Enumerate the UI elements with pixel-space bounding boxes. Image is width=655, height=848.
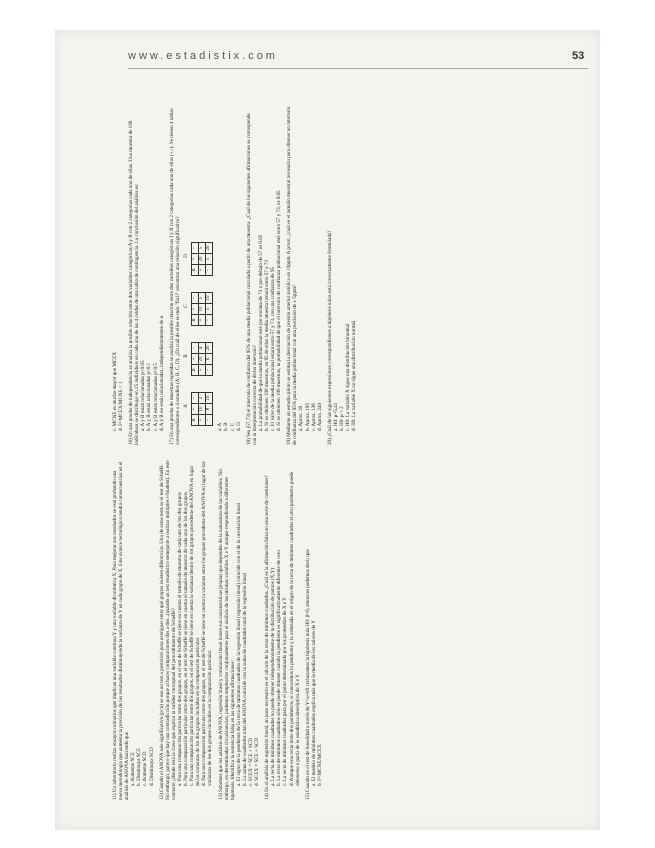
table-cell: + — [192, 354, 199, 365]
question-q11 — [112, 460, 155, 800]
question-text: 16) En una prueba de independencia se analiza la posible relación entre dos variables categóricas A y B con 2 categorías cada una de ellas. Una muestra de 100 individuos se distribuye en 25 individuos en cada una de las 4 celdas de una tabla de contingencia. La conclusión del análisis es: — [128, 120, 141, 445]
table-cell: II — [192, 415, 199, 426]
table-block — [183, 231, 215, 281]
answer-option: c. SCEX = SCE + SCD — [247, 738, 254, 786]
answer-option: c. Aumente SCD — [142, 751, 149, 786]
table-cell: - — [192, 293, 199, 304]
table-cell: 8 — [206, 404, 213, 415]
answer-option: d. H0: La variable X no sigue una distribución normal — [351, 320, 358, 431]
table-cell: + — [192, 254, 199, 265]
question-q13 — [218, 460, 261, 800]
site-header: www.estadistix.com — [128, 50, 278, 62]
table-cell: + — [192, 404, 199, 415]
question-text: 18) Sea (57,73) el intervalo de confianza del 95% de una media poblacional calculado a partir de una muestra. ¿Cuál de las siguientes afirmaciones se corresponde con la interpretación correcta de dicho intervalo? — [245, 113, 258, 445]
table-cell: 5 — [199, 243, 206, 254]
answer-option: c. A y B están relacionadas p=0.5 — [152, 363, 159, 431]
answer-option: a. A — [217, 422, 224, 431]
answer-option: b. La recta de mínimos cuadrados sólo se puede obtener cuando la pendiente es significativamente diferente de cero — [276, 550, 283, 786]
table-cell: - — [206, 415, 213, 426]
answer-option: d. SCEX = SCE + SCD — [254, 737, 261, 786]
table-block — [183, 281, 215, 331]
answer-option: c. La recta de mínimos cuadrados pasa por el punto determinado por los promedios de X e Y — [282, 597, 289, 786]
question-q15cont — [112, 105, 124, 445]
table-cell: 6 — [206, 354, 213, 365]
answer-option: a. La probabilidad de que la media poblacional esté por encima de 73 o por debajo de 57 es 0.05 — [257, 234, 264, 431]
answer-option: a. El modelo de mínimos cuadrados explica más que la media de los valores de Y — [310, 620, 317, 786]
table-label: B — [182, 354, 189, 358]
right-column — [112, 105, 361, 445]
table-label: C — [182, 304, 189, 308]
answer-option: d. Si se obtienen 100 muestras, la probabilidad de que el intervalo de confianza poblacional esté entre 57 y 73, es 0.05 — [276, 190, 283, 431]
table-cell: 10 — [206, 293, 213, 304]
answer-option: b. Para una comparación particular entre dos grupos, en el test de Scheffé se tiene en cuenta el tamaño de muestra de cada uno de los dos grupos — [183, 492, 190, 786]
answer-option: b. La suma de cuadrados total del ANOVA coincide con la suma de cuadrados total de la regresión lineal — [241, 572, 248, 786]
question-q17 — [169, 105, 242, 445]
table-cell: + — [192, 304, 199, 315]
question-text: 15) Cuando en el test de linealidad a través de Y=a+bX rechazamos la hipótesis nula H0: β=0, entonces podemos decir que — [304, 549, 311, 800]
answer-option: d. Disminuya SCD — [148, 747, 155, 786]
left-column — [112, 460, 327, 800]
table-cell: 4 — [199, 343, 206, 354]
question-q15 — [305, 460, 323, 800]
question-text: 20) ¿Cuál de las siguientes expresiones correspondientes a hipótesis nulas está correctamente formulada? — [326, 230, 333, 445]
answer-option: b. F=MCNE/MCEX — [316, 744, 323, 786]
contingency-table — [191, 342, 213, 376]
table-cell: 5 — [199, 293, 206, 304]
rotated-content — [112, 100, 587, 800]
contingency-table — [191, 292, 213, 326]
answer-option: b. Disminuya SCE — [136, 747, 143, 786]
contingency-table — [191, 392, 213, 426]
answer-option: c. Para una comparación particular entre dos grupos, en el test de Scheffé se tiene en cuenta la varianza dentro de los grupos procedente del ANOVA en lugar de las varianzas de los dos grupos incluidos en la comparación particular — [189, 465, 202, 786]
answer-option: d. Aprox. 240 — [316, 402, 323, 431]
table-cell: 20 — [199, 354, 206, 365]
answer-option: c. MCNE es mucho mayor que MCEX — [112, 351, 118, 431]
question-text: 11) Un laboratorio realiza ensayos rutinarios que implican una variable continua Y y una variable dicotómica X. Para mejorar sus resultados se está probando una nueva metodología que aumenta la precisión de los resultados disminuyendo la varianza de Y en cada grupo de X. Este avance tecnológico tendrá consecuencias en el análisis de ANOVA haciendo que — [112, 461, 131, 800]
answer-option: d. Para una comparación particular entre dos grupos, en el test de Scheffé se tiene en cuenta la varianza entre los grupos procedente del ANOVA en lugar de las varianzas de los dos grupos incluidos en la comparación particular — [201, 461, 214, 786]
question-q18 — [246, 105, 283, 445]
table-cell: 10 — [199, 304, 206, 315]
table-cell: + — [199, 415, 206, 426]
answer-option: c. El valor de la media poblacional estará entre 57 y 73, con una confianza de 95 — [270, 266, 277, 431]
contingency-tables — [183, 105, 215, 431]
table-cell: - — [192, 243, 199, 254]
question-text: 13) Sabemos que los análisis de ANOVA, regresión lineal y correlación lineal tienen sus características propias que dependen de la naturaleza de las variables. Sin embargo, en determinadas circunstancias, podemos emplearlos conjuntamente para el análisis de las mismas variables X e Y aunque respondiendo a diferentes hipótesis. Identifica la sentencia falsa en las siguientes afirmaciones: — [217, 469, 236, 800]
table-cell: 10 — [206, 393, 213, 404]
answer-option: c. Aprox. 138 — [310, 403, 317, 431]
answer-option: b. A y B están relacionadas p<0.1 — [146, 362, 153, 431]
answer-option: a. La recta de mínimos cuadrados no puede obtener independientemente de la distribución de puntos (X,Y) — [270, 568, 277, 786]
answer-option: d. A y B no están relacionadas, independientemente de α — [158, 315, 165, 431]
answer-option: a. A y B están relacionadas p<0.05 — [140, 360, 147, 431]
table-block — [183, 331, 215, 381]
header-rule — [128, 68, 588, 69]
question-q16 — [128, 105, 165, 445]
table-block — [183, 381, 215, 431]
answer-option: b. Aprox. 195 — [304, 402, 311, 431]
answer-option: a. El signo de la pendiente de la recta de mínimos cuadrados de la regresión lineal (regresión lineal) coincide con el de la correlación lineal — [235, 502, 242, 786]
table-label: D — [182, 254, 189, 258]
answer-option: d. F=MCEX/MCNE < 1 — [118, 381, 125, 431]
answer-option: a. H0: μ=5,41 — [332, 402, 339, 431]
answer-option: d. D — [235, 422, 242, 431]
table-cell: 20 — [206, 243, 213, 254]
question-q12 — [159, 460, 214, 800]
table-cell: 10 — [199, 404, 206, 415]
answer-option: a. Aprox. 30 — [298, 405, 305, 431]
table-cell: - — [206, 265, 213, 276]
table-cell: 5 — [206, 304, 213, 315]
table-cell: - — [192, 393, 199, 404]
question-q19 — [286, 105, 323, 445]
question-q20 — [327, 105, 357, 445]
table-cell: 2 — [199, 393, 206, 404]
page-number: 53 — [572, 50, 585, 62]
table-cell: - — [206, 315, 213, 326]
contingency-table — [191, 242, 213, 276]
answer-option: b. H0: μ < 2 — [339, 406, 345, 431]
answer-option: c. C — [229, 422, 236, 431]
table-cell: II — [192, 365, 199, 376]
question-text: 14) En el análisis de regresión lineal, un paso necesario es el cálculo de la recta de mínimos cuadrados. ¿Cuál es la afirmación falsa en esta serie de cuestiones? — [264, 475, 271, 800]
answer-option: a. Aumente SCE — [130, 752, 137, 786]
question-text: 17) En una prueba de muestras repetidas se analiza la posible relación entre dos variables categóricas I y II con 2 categorías cada una de ellas (+,-). Se tienen 4 tablas correspondientes a 4 estudios (A, B, C, D). ¿En cuál de ellos es más "fácil" encontrar una relación significativa? — [168, 108, 181, 445]
answer-option: d. Aunque esta recta tiene dos parámetros, si conocemos la pendiente y la ordenada en el origen de la recta de mínimos cuadrados el otro parámetro puede obtenerse a partir de la estadística descriptiva de X e Y — [288, 472, 301, 786]
table-cell: + — [199, 365, 206, 376]
answer-option: a. Para una comparación particular entre dos grupos, en el test de Scheffé se tiene en cuenta el tamaño de muestra de cada uno de los dos grupos — [176, 492, 183, 786]
table-cell: + — [199, 315, 206, 326]
answer-option: b. B — [223, 422, 230, 431]
table-cell: 20 — [206, 343, 213, 354]
table-cell: - — [192, 343, 199, 354]
table-cell: II — [192, 265, 199, 276]
answer-option: c. H0: La variable X sigue una distribución binomial — [345, 323, 352, 431]
table-cell: - — [206, 365, 213, 376]
table-cell: II — [192, 315, 199, 326]
answer-option: b. Si se obtienen 100 muestras, en 95 de ellas la media muestral estará entre 57 y 73 — [263, 259, 270, 431]
table-label: A — [182, 404, 189, 408]
table-cell: 20 — [199, 254, 206, 265]
question-text: 12) Cuando el ANOVA sale significativo (p<α) se usa un test a posteriori para averiguar entre qué grupos existen diferencias. Uno de estos tests es el test de Scheffé. Sin embargo, parece que hay una contradicción porque al hacer comparaciones dos a dos...(usando un test estadístico semejante a realizar múltiples t-Student). En este contexto ¿dónde está la clave que explica la validez conceptual del procedimiento de Scheffé? — [158, 460, 177, 800]
question-q14 — [264, 460, 301, 800]
table-cell: 5 — [206, 254, 213, 265]
table-cell: + — [199, 265, 206, 276]
question-text: 19) Mediante un estudio piloto se estima la desviación de presión arterial sistólica en 10ppm. A priori, ¿cuál es el tamaño muestral necesario para obtener un intervalo de confianza del 95% para la media poblacional con una precisión de ± 5ppm? — [286, 106, 299, 445]
